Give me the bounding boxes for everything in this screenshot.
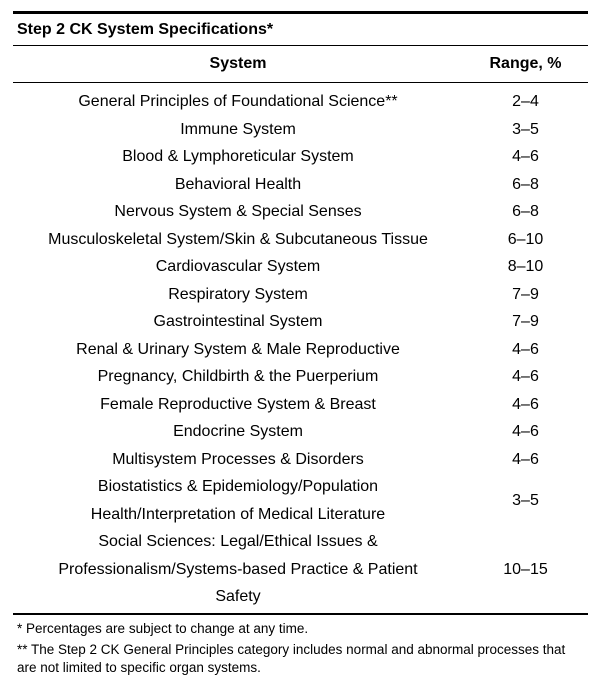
system-cell: Female Reproductive System & Breast xyxy=(100,395,376,413)
table-row xyxy=(13,198,588,226)
table-row xyxy=(13,143,588,171)
table-row xyxy=(13,281,588,309)
range-cell: 4–6 xyxy=(512,395,539,413)
table-row xyxy=(13,446,588,474)
table-row xyxy=(13,363,588,391)
range-cell: 4–6 xyxy=(512,450,539,468)
table-title: Step 2 CK System Specifications* xyxy=(17,21,274,38)
table-row xyxy=(13,226,588,254)
range-cell: 4–6 xyxy=(512,368,539,385)
system-cell: General Principles of Foundational Science** xyxy=(78,93,398,110)
system-cell: Cardiovascular System xyxy=(155,258,321,275)
table-row xyxy=(13,528,588,613)
system-cell: Multisystem Processes & Disorders xyxy=(112,450,364,468)
column-header-system: System xyxy=(209,55,267,72)
column-header-range: Range, % xyxy=(489,55,562,72)
table-row xyxy=(13,116,588,144)
table-row xyxy=(13,308,588,336)
range-cell: 4–6 xyxy=(512,340,539,358)
footnotes xyxy=(13,615,588,677)
spec-table-document xyxy=(13,0,588,676)
range-cell: 4–6 xyxy=(512,423,539,440)
table-row xyxy=(13,418,588,446)
system-cell: Pregnancy, Childbirth & the Puerperium xyxy=(97,368,379,385)
range-cell: 7–9 xyxy=(512,285,539,303)
table-row xyxy=(13,171,588,199)
table-row xyxy=(13,473,588,528)
system-specifications-table xyxy=(13,46,588,613)
system-cell: Immune System xyxy=(180,120,296,138)
range-cell: 7–9 xyxy=(512,313,539,330)
system-cell: Behavioral Health xyxy=(174,175,302,193)
system-cell: Nervous System & Special Senses xyxy=(114,203,362,220)
system-cell: Blood & Lymphoreticular System xyxy=(122,148,354,165)
system-cell: Renal & Urinary System & Male Reproductive xyxy=(76,340,400,358)
footnote-general-principles: ** The Step 2 CK General Principles category includes normal and abnormal processes that are not limited to specific organ systems. xyxy=(17,642,566,675)
table-row xyxy=(13,253,588,281)
system-cell: Gastrointestinal System xyxy=(153,313,323,330)
system-cell: Biostatistics & Epidemiology/Population Health/Interpretation of Medical Literature xyxy=(90,478,386,523)
footnote-percentages: * Percentages are subject to change at any time. xyxy=(17,620,309,636)
range-cell: 8–10 xyxy=(507,258,544,275)
range-cell: 6–8 xyxy=(512,175,539,193)
range-cell: 10–15 xyxy=(503,560,548,578)
system-cell: Social Sciences: Legal/Ethical Issues & Professionalism/Systems-based Practice & Patient Safety xyxy=(58,533,418,605)
system-cell: Endocrine System xyxy=(173,423,303,440)
range-cell: 4–6 xyxy=(512,148,539,165)
range-cell: 3–5 xyxy=(512,491,539,509)
table-row xyxy=(13,391,588,419)
table-row xyxy=(13,336,588,364)
range-cell: 2–4 xyxy=(512,93,539,110)
table-row xyxy=(13,83,588,116)
system-cell: Respiratory System xyxy=(168,285,308,303)
range-cell: 6–10 xyxy=(507,230,544,248)
system-cell: Musculoskeletal System/Skin & Subcutaneous Tissue xyxy=(48,230,428,248)
range-cell: 6–8 xyxy=(512,203,539,220)
range-cell: 3–5 xyxy=(512,120,539,138)
header-row xyxy=(13,46,588,82)
